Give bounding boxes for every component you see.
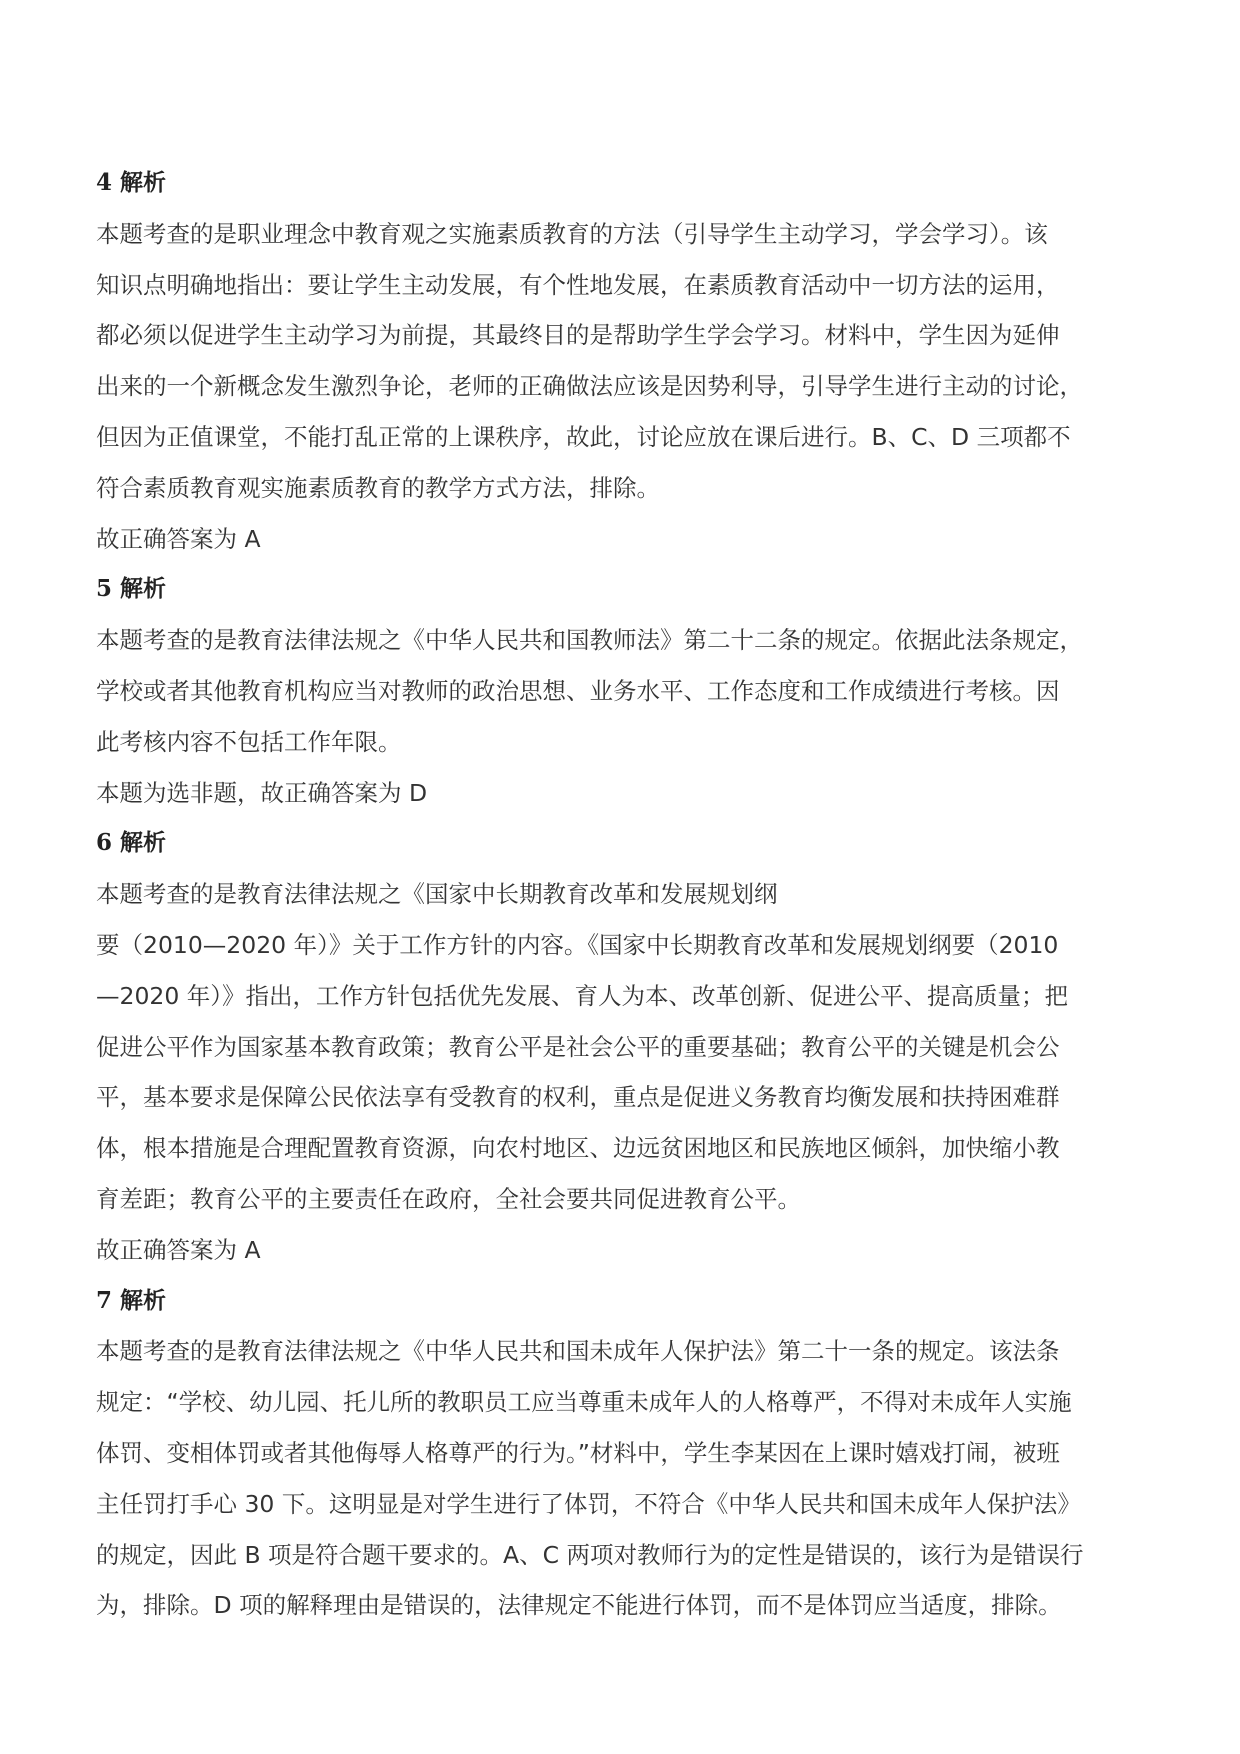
- body-line: 平，基本要求是保障公民依法享有受教育的权利，重点是促进义务教育均衡发展和扶持困难群: [96, 1083, 1060, 1112]
- body-line: 本题考查的是教育法律法规之《国家中长期教育改革和发展规划纲: [96, 880, 778, 909]
- body-line: 本题考查的是教育法律法规之《中华人民共和国教师法》第二十二条的规定。依据此法条规定，: [96, 626, 1083, 655]
- body-line: 为，排除。D 项的解释理由是错误的，法律规定不能进行体罚，而不是体罚应当适度，排除。: [96, 1591, 1062, 1620]
- body-line: 要（2010—2020 年）》关于工作方针的内容。《国家中长期教育改革和发展规划纲要（2010: [96, 930, 1059, 959]
- body-line: 的规定，因此 B 项是符合题干要求的。A、C 两项对教师行为的定性是错误的，该行为是错误行: [96, 1540, 1084, 1569]
- body-line: 规定：“学校、幼儿园、托儿所的教职员工应当尊重未成年人的人格尊严，不得对未成年人实施: [96, 1388, 1072, 1417]
- section-6: [96, 818, 1150, 1275]
- section-heading: 4 解析: [96, 169, 167, 196]
- body-line: 学校或者其他教育机构应当对教师的政治思想、业务水平、工作态度和工作成绩进行考核。因: [96, 676, 1060, 705]
- body-line: 本题考查的是教育法律法规之《中华人民共和国未成年人保护法》第二十一条的规定。该法条: [96, 1337, 1060, 1366]
- answer-line: 本题为选非题，故正确答案为 D: [96, 778, 428, 807]
- body-line: —2020 年）》指出，工作方针包括优先发展、育人为本、改革创新、促进公平、提高质量；把: [96, 981, 1069, 1010]
- body-line: 促进公平作为国家基本教育政策；教育公平是社会公平的重要基础；教育公平的关键是机会公: [96, 1032, 1060, 1061]
- section-5: [96, 564, 1150, 818]
- answer-line: 故正确答案为 A: [96, 524, 261, 553]
- body-line: 育差距；教育公平的主要责任在政府，全社会要共同促进教育公平。: [96, 1184, 801, 1213]
- section-4: [96, 158, 1150, 564]
- section-body: [96, 869, 1150, 1225]
- document-page: [96, 158, 1150, 1631]
- body-line: 符合素质教育观实施素质教育的教学方式方法，排除。: [96, 473, 660, 502]
- section-heading: 5 解析: [96, 575, 167, 603]
- body-line: 知识点明确地指出：要让学生主动发展，有个性地发展，在素质教育活动中一切方法的运用，: [96, 270, 1060, 299]
- section-body: [96, 209, 1150, 514]
- section-body: [96, 1326, 1150, 1631]
- section-7: [96, 1276, 1150, 1632]
- section-heading: 6 解析: [96, 829, 167, 857]
- body-line: 体罚、变相体罚或者其他侮辱人格尊严的行为。”材料中，学生李某因在上课时嬉戏打闹，被班: [96, 1438, 1060, 1467]
- body-line: 出来的一个新概念发生激烈争论，老师的正确做法应该是因势利导，引导学生进行主动的讨论，: [96, 372, 1083, 401]
- answer-line: 故正确答案为 A: [96, 1235, 261, 1264]
- section-heading: 7 解析: [96, 1286, 167, 1314]
- body-line: 此考核内容不包括工作年限。: [96, 727, 402, 756]
- body-line: 本题考查的是职业理念中教育观之实施素质教育的方法（引导学生主动学习，学会学习）。该: [96, 219, 1048, 248]
- body-line: 但因为正值课堂，不能打乱正常的上课秩序，故此，讨论应放在课后进行。B、C、D 三项都不: [96, 422, 1071, 451]
- section-body: [96, 615, 1150, 767]
- body-line: 主任罚打手心 30 下。这明显是对学生进行了体罚，不符合《中华人民共和国未成年人保护法》: [96, 1489, 1081, 1518]
- body-line: 都必须以促进学生主动学习为前提，其最终目的是帮助学生学会学习。材料中，学生因为延伸: [96, 321, 1060, 350]
- body-line: 体，根本措施是合理配置教育资源，向农村地区、边远贫困地区和民族地区倾斜，加快缩小教: [96, 1134, 1060, 1163]
